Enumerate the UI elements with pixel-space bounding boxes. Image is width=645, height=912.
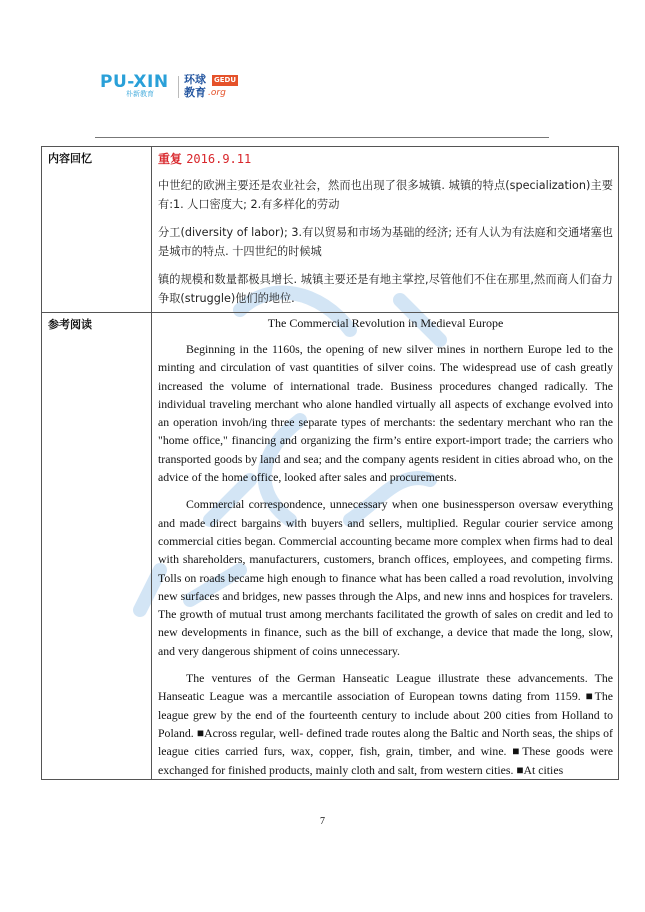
- recall-paragraph: 镇的规模和数量都极具增长. 城镇主要还是有地主掌控,尽管他们不住在那里,然而商人们奋力争取(struggle)他们的地位.: [158, 273, 613, 305]
- logo-separator: [178, 76, 179, 98]
- logo-puxin-subtitle: 朴新教育: [126, 90, 154, 98]
- logo-partner-line1: 环球: [184, 73, 206, 86]
- recall-title-prefix: 重复: [158, 152, 183, 166]
- reading-content: [152, 313, 619, 780]
- row-label-recall: 内容回忆: [42, 147, 152, 313]
- article-paragraph: Commercial correspondence, unnecessary when one businessperson oversaw everything and made direct bargains with buyers and sellers, multiplied. Regular courier service among commercial cities began. Commercial accounting became more complex when firms had to deal with shareholders, manufacturers, customers, branch offices, employees, and competing firms. Tolls on roads became high enough to finance what has been called a road revolution, involving new surfaces and bridges, new passes through the Alps, and new inns and hospices for travelers. The growth of mutual trust among merchants facilitated the growth of sales on credit and led to new developments in finance, such as the bill of exchange, a device that made the long, slow, and very dangerous shipment of coins unnecessary.: [158, 497, 613, 658]
- header-logo: [100, 74, 240, 100]
- logo-partner-badge: GEDU: [214, 76, 237, 84]
- article-title: The Commercial Revolution in Medieval Europe: [267, 316, 504, 330]
- header-rule: [95, 137, 549, 138]
- table-row: [42, 147, 619, 313]
- content-table: [41, 146, 619, 780]
- article-paragraph: Beginning in the 1160s, the opening of new silver mines in northern Europe led to the minting and circulation of vast quantities of silver coins. The widespread use of cash greatly increased the volume of international trade. Business procedures changed radically. The individual traveling merchant who alone handled virtually all aspects of exchange evolved into an operation invoh/ing three separate types of merchants: the sedentary merchant who ran the "home office," financing and organizing the firm’s entire export-import trade; the carriers who transported goods by land and sea; and the company agents resident in cities abroad who, on the advice of the home office, looked after sales and procurements.: [158, 342, 613, 485]
- recall-title: [158, 150, 613, 167]
- recall-paragraph: 中世纪的欧洲主要还是农业社会，然而也出现了很多城镇. 城镇的特点(specialization)主要有:1. 人口密度大; 2.有多样化的劳动: [158, 179, 613, 211]
- logo-partner-line2: 教育: [184, 86, 206, 99]
- article-paragraph: The ventures of the German Hanseatic League illustrate these advancements. The Hanseatic League was a mercantile association of European towns dating from 1159. ■The league grew by the end of the fourteenth century to include about 200 cities from Holland to Poland. ■Across regular, well- defined trade routes along the Baltic and North seas, the ships of league cities carried furs, wax, copper, fish, grain, timber, and wine. ■These goods were exchanged for finished products, mainly cloth and salt, from western cities. ■At cities: [158, 671, 613, 777]
- recall-paragraph: 分工(diversity of labor); 3.有以贸易和市场为基础的经济; 还有人认为有法庭和交通堵塞也是城市的特点. 十四世纪的时候城: [158, 226, 613, 258]
- recall-content: [152, 147, 619, 313]
- table-row: [42, 313, 619, 780]
- logo-puxin: PU-XIN: [100, 72, 169, 92]
- logo-partner-suffix: .org: [208, 88, 226, 98]
- row-label-reading: 参考阅读: [42, 313, 152, 780]
- page-number: 7: [320, 816, 325, 827]
- recall-title-date: 2016.9.11: [186, 152, 252, 166]
